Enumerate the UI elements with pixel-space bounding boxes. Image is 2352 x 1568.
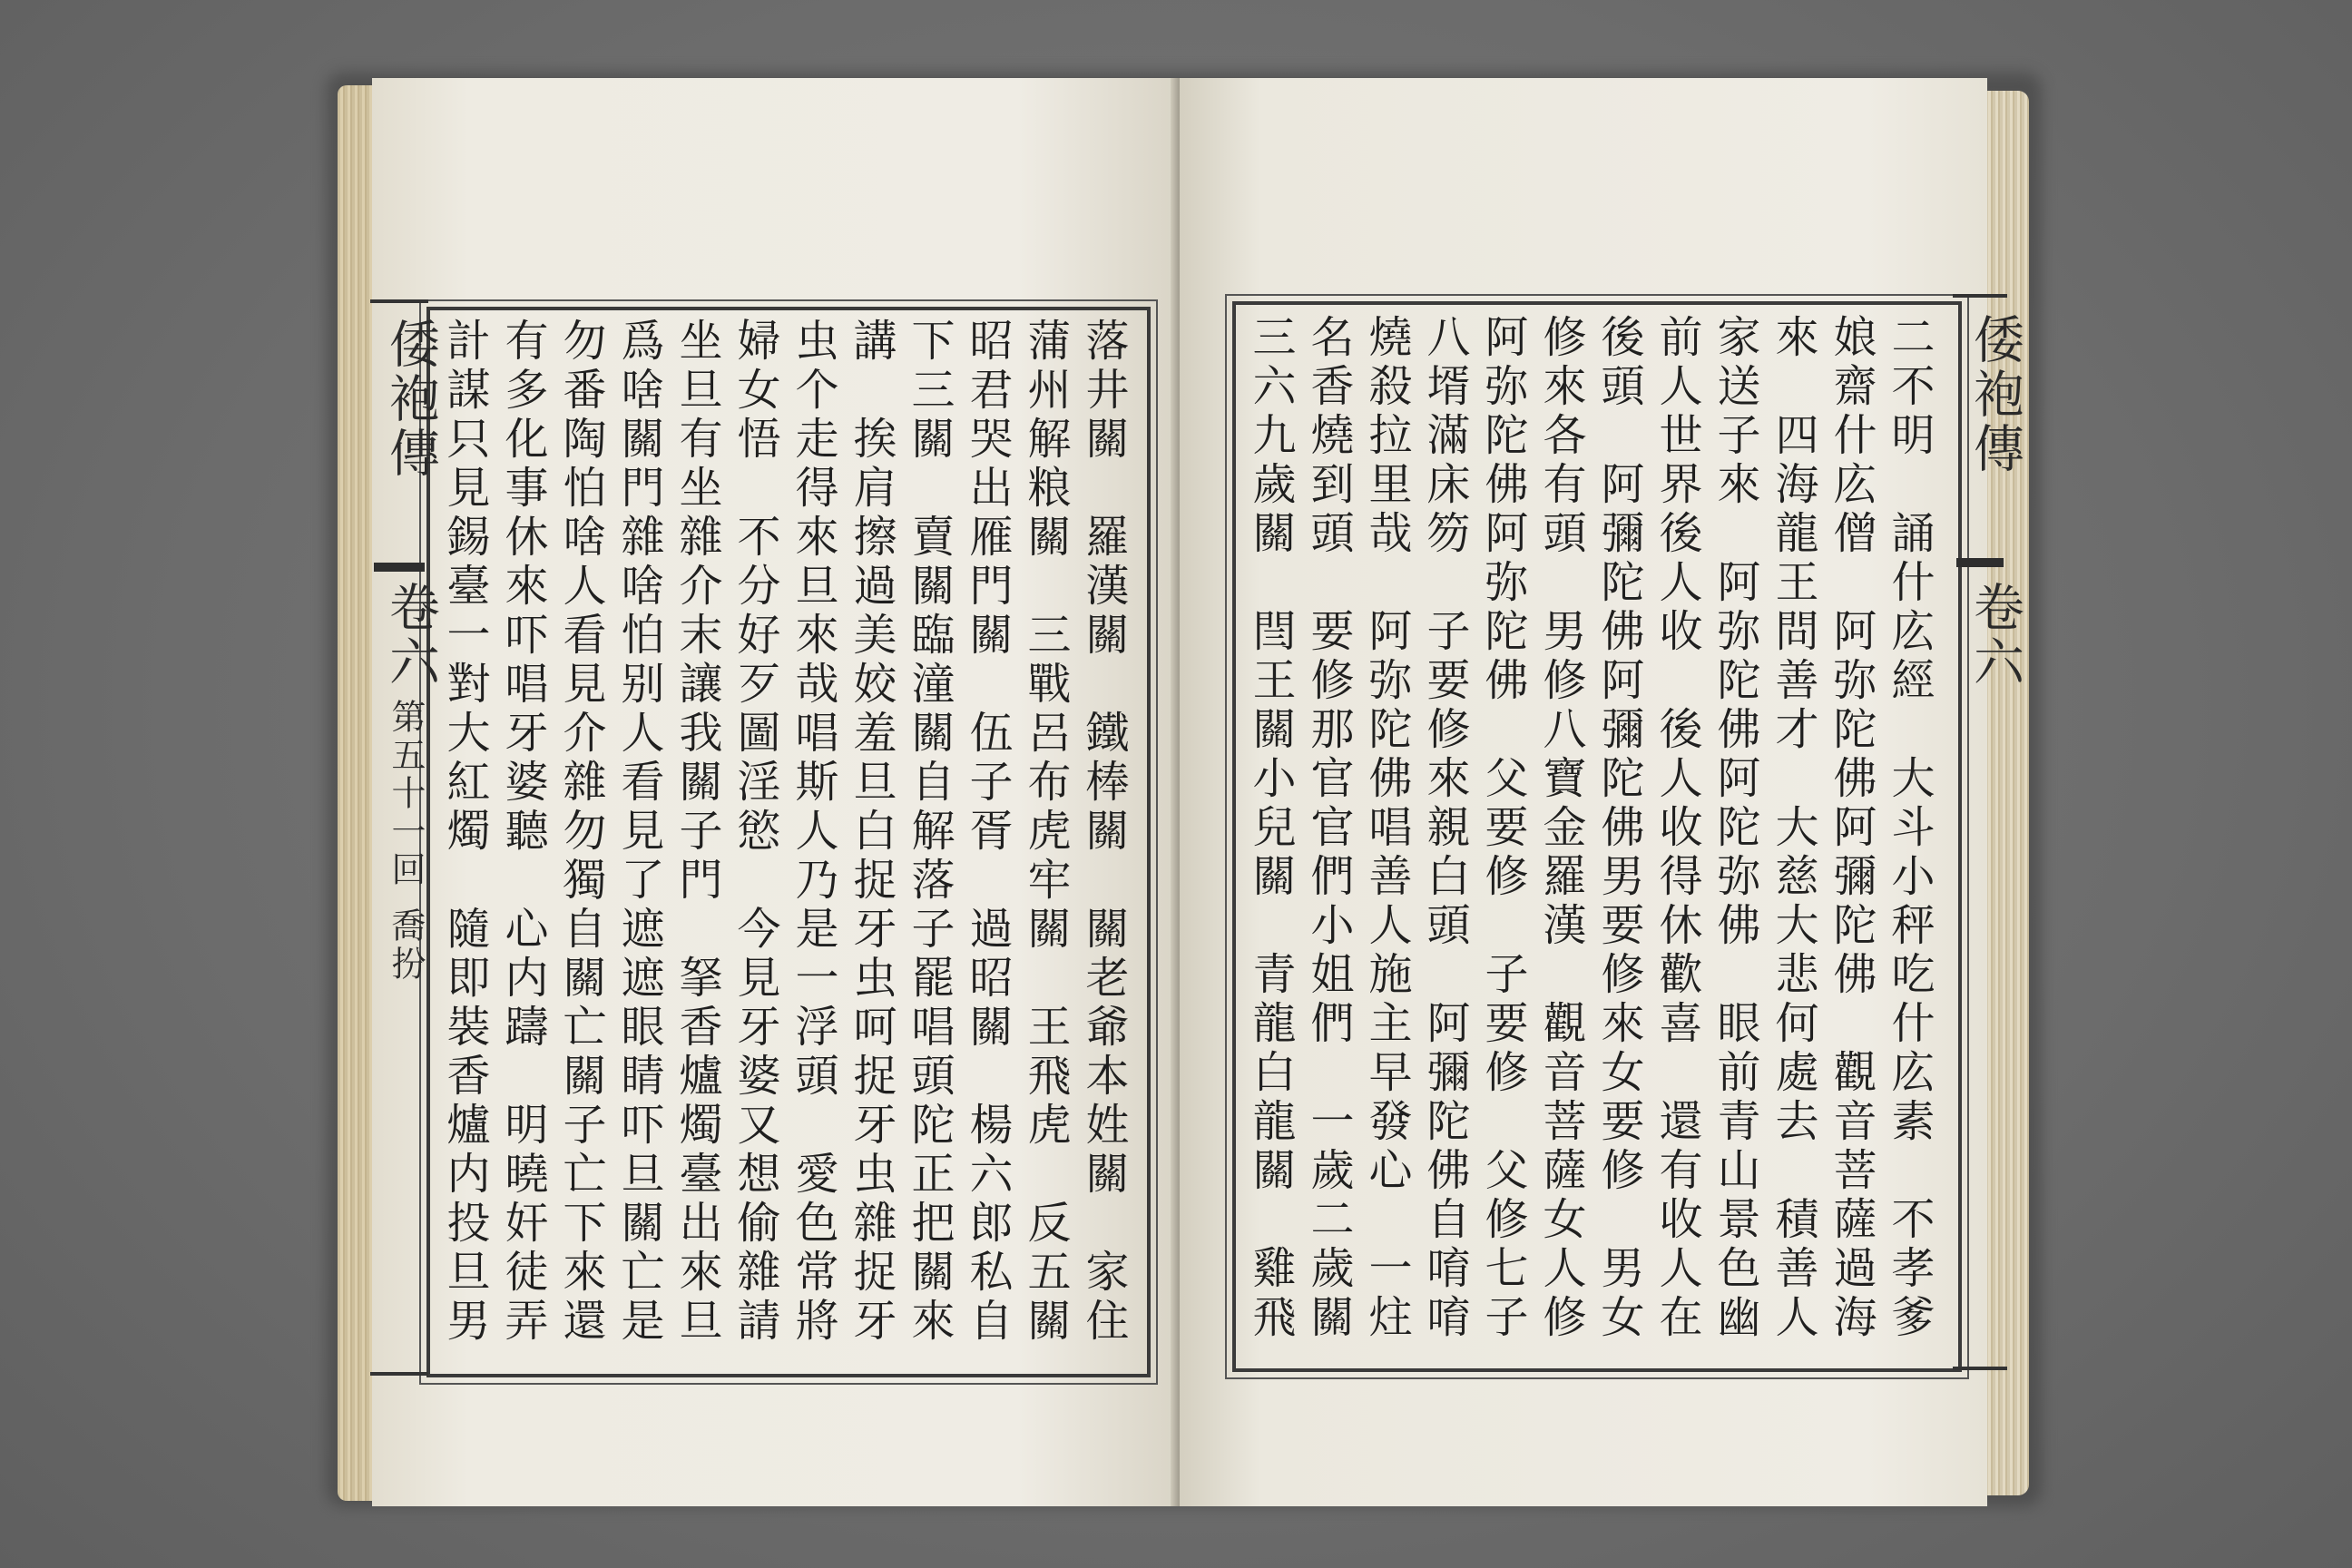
left-text-column-3: 昭君哭出雁門關 伍子胥 過昭關 楊六郎私自 <box>962 318 1013 1347</box>
left-banner-title: 倭袍傳 <box>381 318 440 481</box>
right-fishtail-mark <box>1956 558 2004 567</box>
right-page-edges <box>1985 91 2029 1495</box>
right-banner-top-rule <box>1953 294 2007 298</box>
left-text-column-1: 落井關 羅漢關 鐵棒關 關老爺本姓關 家住 <box>1078 318 1129 1347</box>
left-text-column-2: 蒲州解粮關 三戰呂布虎牢關 王飛虎 反五關 <box>1020 318 1071 1347</box>
right-text-column-1: 二不明 誦什庅經 大斗小秤吃什庅素 不孝爹 <box>1884 314 1935 1343</box>
right-text-column-6: 後頭 阿彌陀佛阿彌陀佛男要修來女要修 男女 <box>1593 314 1644 1343</box>
left-banner-chapter: 第五十一回 <box>386 699 426 889</box>
right-text-column-12: 三六九歲關 閆王關小兒關 青龍白龍關 雞飛 <box>1245 314 1296 1343</box>
left-banner-bottom-rule <box>370 1372 428 1376</box>
left-text-column-10: 勿番陶怕啥人看見介雜勿獨自關亡關子亡下來還 <box>555 318 606 1347</box>
right-text-column-2: 娘齋什庅僧 阿弥陀佛阿彌陀佛 觀音菩薩過海 <box>1826 314 1877 1343</box>
left-text-column-11: 有多化事休來吓唱牙婆聽 心内躊 明曉奸徒弄 <box>497 318 548 1347</box>
left-fishtail-mark <box>374 563 425 572</box>
left-text-column-4: 下三關 賣關臨潼關自解落子罷唱頭陀正把關來 <box>904 318 955 1347</box>
right-text-column-8: 阿弥陀佛阿弥陀佛 父要修 子要修 父修七子 <box>1477 314 1528 1343</box>
right-text-column-3: 來 四海龍王問善才 大慈大悲何處去 積善人 <box>1768 314 1818 1343</box>
right-text-column-7: 修來各有頭 男修八寶金羅漢 觀音菩薩女人修 <box>1535 314 1586 1343</box>
right-text-column-10: 燒殺拉里哉 阿弥陀佛唱善人施主早發心 一炷 <box>1361 314 1412 1343</box>
right-text-column-5: 前人世界後人收 後人收得休歡喜 還有收人在 <box>1651 314 1702 1343</box>
left-text-column-7: 婦女悟 不分好歹圖淫慾 今見牙婆又想偷雜請 <box>730 318 780 1347</box>
right-banner-volume: 卷六 <box>1965 581 2024 690</box>
right-text-column-9: 八壻滿床笏 子要修來親白頭 阿彌陀佛自唷唷 <box>1419 314 1470 1343</box>
right-text-column-4: 家送子來 阿弥陀佛阿陀弥佛 眼前青山景色幽 <box>1710 314 1760 1343</box>
left-text-column-5: 講 挨肩擦過美姣羞旦白捉牙虫呵捉牙虫雜捉牙 <box>846 318 897 1347</box>
left-text-column-6: 虫个走得來旦來哉唱斯人乃是一浮頭 愛色常將 <box>788 318 838 1347</box>
right-banner-title: 倭袍傳 <box>1965 313 2024 476</box>
left-text-column-12: 計謀只見錫臺一對大紅燭 隨即裝香爐内投旦男 <box>439 318 490 1347</box>
right-text-column-11: 名香燒到頭 要修那官官們小姐們 一歲二歲關 <box>1303 314 1354 1343</box>
left-banner-section: 喬扮 <box>386 907 426 984</box>
left-banner-volume: 卷六 <box>381 581 440 690</box>
right-banner-bottom-rule <box>1953 1367 2007 1370</box>
left-banner-top-rule <box>370 299 428 303</box>
left-text-column-8: 坐旦有坐雜介末讓我關子門 拏香爐燭臺出來旦 <box>671 318 722 1347</box>
left-text-column-9: 爲啥關門雜啥怕别人看見了遮遮眼睛吓旦關亡是 <box>613 318 664 1347</box>
